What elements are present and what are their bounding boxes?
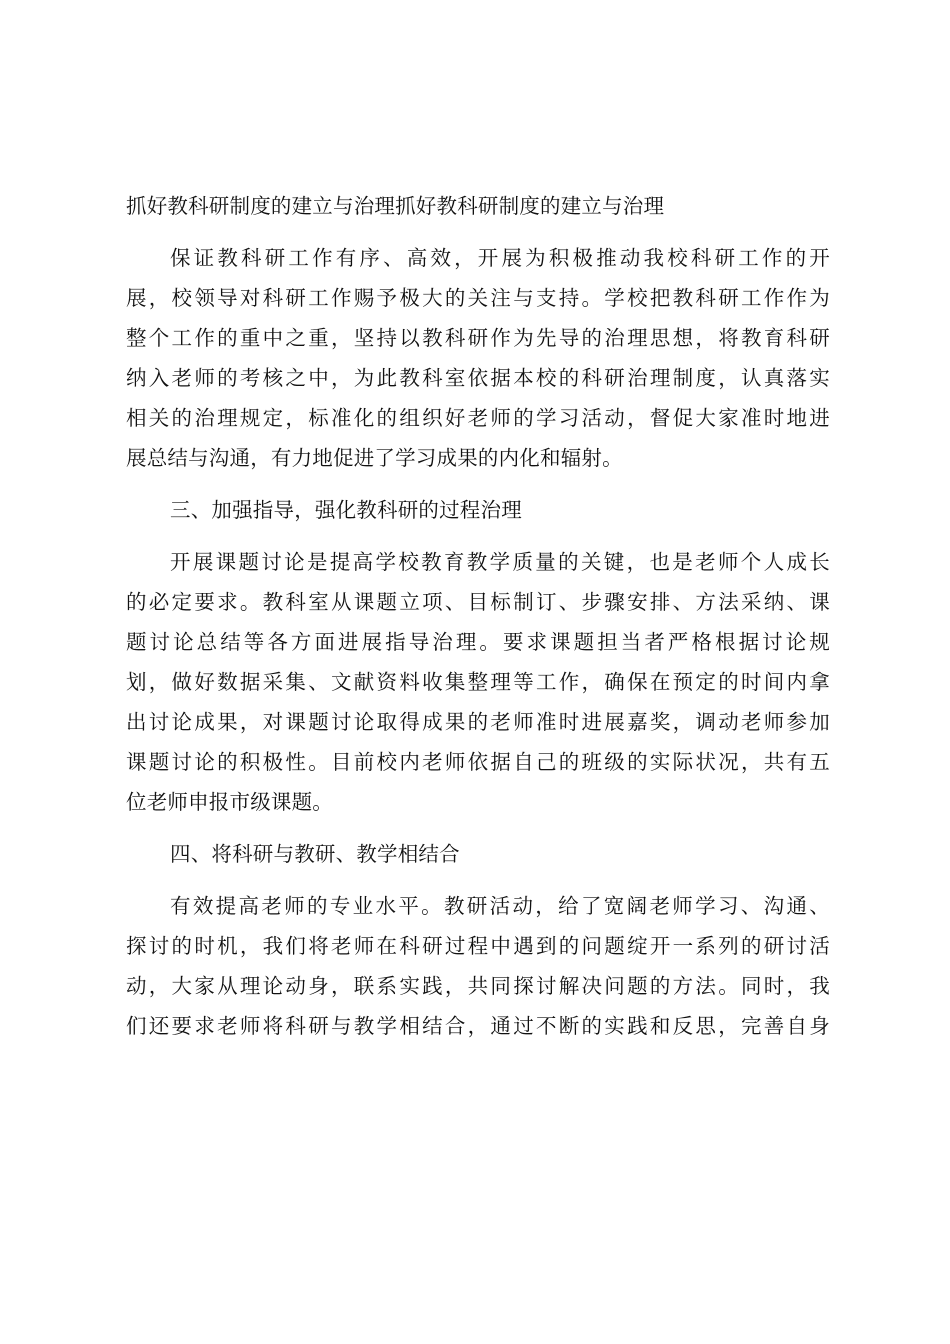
section-heading-text: 三、加强指导，强化教科研的过程治理 [170,498,522,522]
text-line: 开展课题讨论是提高学校教育教学质量的关键，也是老师个人成长 [170,550,830,574]
text-line: 题讨论总结等各方面进展指导治理。要求课题担当者严格根据讨论规 [126,630,830,654]
document-body [126,186,830,1046]
section-heading-3 [126,490,830,530]
text-line: 相关的治理规定，标准化的组织好老师的学习活动，督促大家准时地进 [126,406,830,430]
text-line: 的必定要求。教科室从课题立项、目标制订、步骤安排、方法采纳、课 [126,590,830,614]
text-line: 们还要求老师将科研与教学相结合，通过不断的实践和反思，完善自身 [126,1014,830,1038]
text-line: 动，大家从理论动身，联系实践，共同探讨解决问题的方法。同时，我 [126,974,830,998]
text-line: 课题讨论的积极性。目前校内老师依据自己的班级的实际状况，共有五 [126,750,830,774]
text-line: 划，做好数据采集、文献资料收集整理等工作，确保在预定的时间内拿 [126,670,830,694]
text-line: 展总结与沟通，有力地促进了学习成果的内化和辐射。 [126,446,623,470]
text-line: 有效提高老师的专业水平。教研活动，给了宽阔老师学习、沟通、 [170,894,830,918]
text-line: 保证教科研工作有序、高效，开展为积极推动我校科研工作的开 [170,246,830,270]
text-line: 展，校领导对科研工作赐予极大的关注与支持。学校把教科研工作作为 [126,286,830,310]
section-heading-text: 四、将科研与教研、教学相结合 [170,842,460,866]
paragraph-1 [126,238,830,478]
text-line: 整个工作的重中之重，坚持以教科研作为先导的治理思想，将教育科研 [126,326,830,350]
text-line: 出讨论成果，对课题讨论取得成果的老师准时进展嘉奖，调动老师参加 [126,710,830,734]
section-heading-4 [126,834,830,874]
document-title-line: 抓好教科研制度的建立与治理抓好教科研制度的建立与治理 [126,194,665,218]
paragraph-3 [126,886,830,1046]
paragraph-2 [126,542,830,822]
text-line: 探讨的时机，我们将老师在科研过程中遇到的问题绽开一系列的研讨活 [126,934,830,958]
text-line: 位老师申报市级课题。 [126,790,333,814]
text-line: 纳入老师的考核之中，为此教科室依据本校的科研治理制度，认真落实 [126,366,830,390]
